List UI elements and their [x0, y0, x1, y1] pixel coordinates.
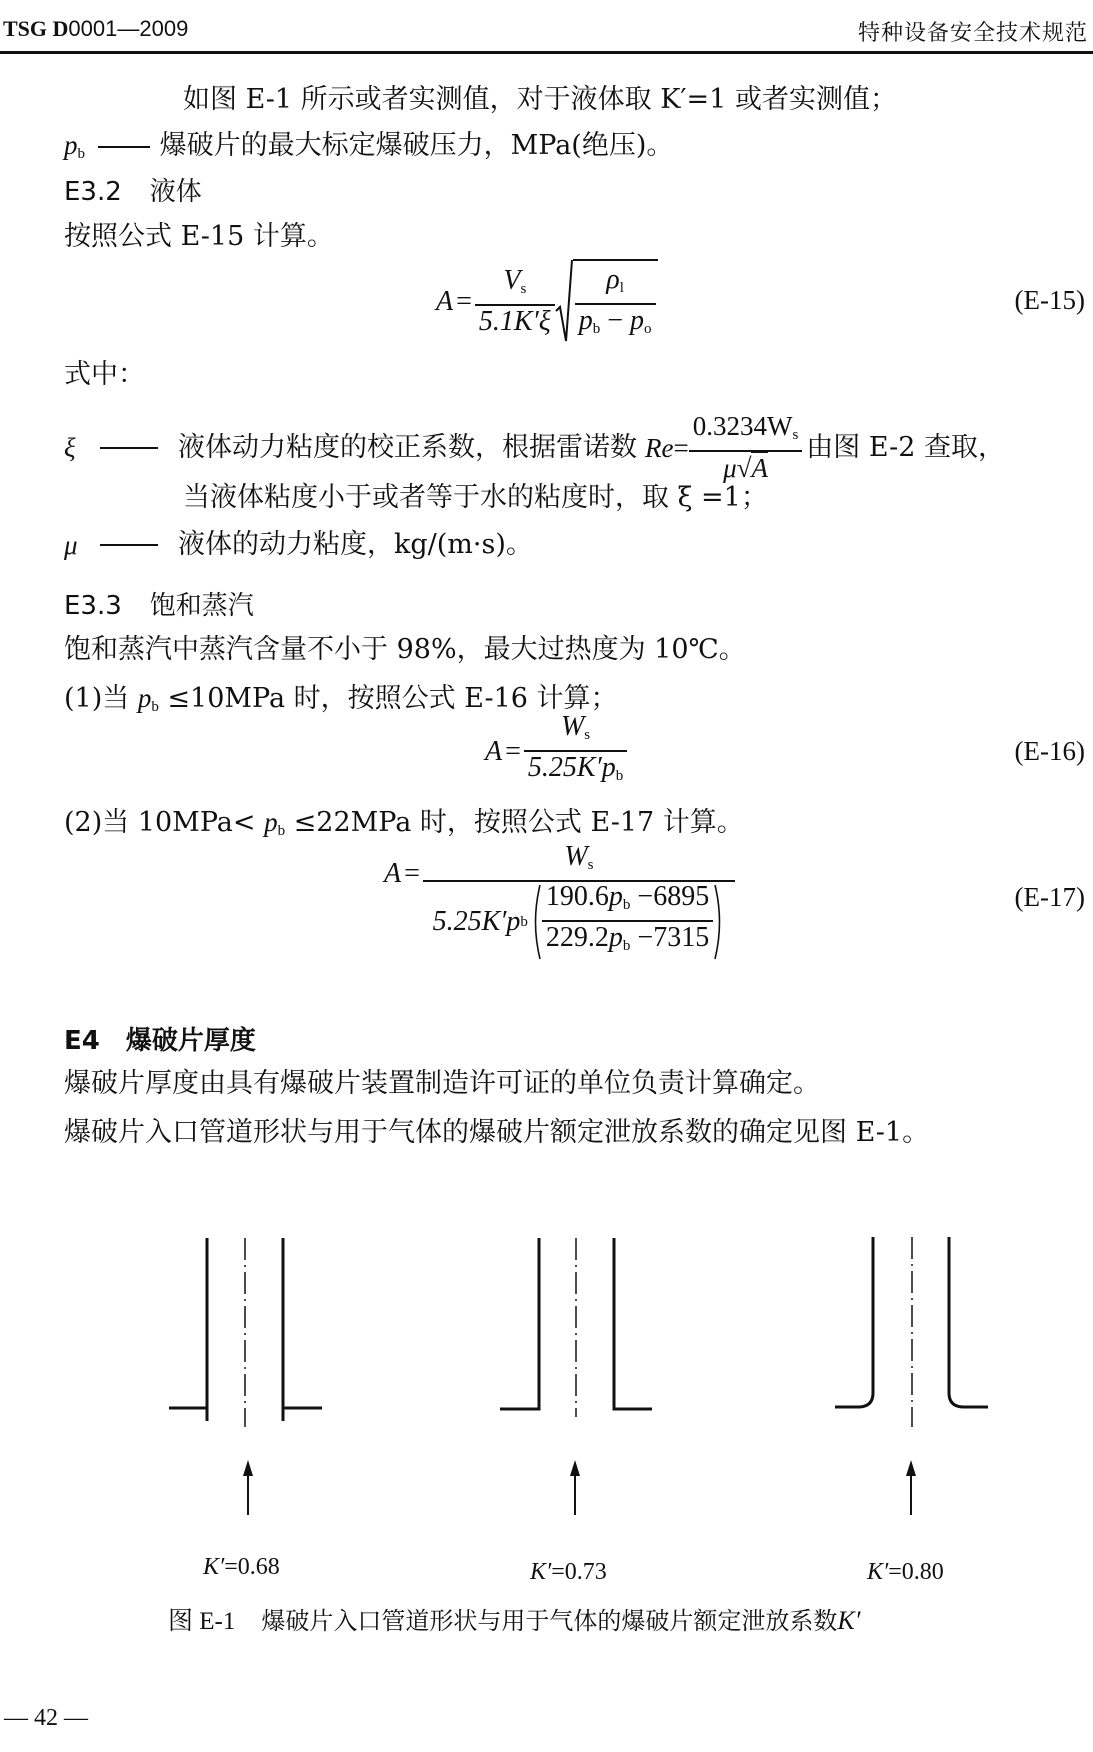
formula-e15: A = $\frac{V_s}{5.1K'\xi}$ $\frac{\rho_l}{p_b - p_o}$: [436, 260, 658, 344]
k-label-square: [530, 1559, 607, 1586]
formula-lhs: A: [485, 736, 503, 767]
const-b: −7315: [630, 922, 710, 953]
e4-paragraph-2: 爆破片入口管道形状与用于气体的爆破片额定泄放系数的确定见图 E-1。: [64, 1117, 930, 1148]
xi-definition-continuation: 当液体粘度小于或者等于水的粘度时，取 ξ =1；: [183, 482, 768, 513]
pb-sub: b: [622, 897, 631, 913]
pipe-diagram-rounded: [835, 1237, 988, 1427]
kprime-definition-continuation: 如图 E-1 所示或者实测值，对于液体取 K′=1 或者实测值；: [183, 84, 897, 115]
formula-e16: A = $\frac{W_s}{5.25K'p_b}$: [485, 720, 627, 784]
formula-lhs: A: [384, 858, 402, 889]
po-var: p: [630, 305, 644, 336]
ws-var: W: [560, 711, 585, 742]
steam-description: 饱和蒸汽中蒸汽含量不小于 98%，最大过热度为 10℃。: [64, 634, 746, 665]
case-suffix: ≤22MPa 时，按照公式 E-17 计算。: [285, 807, 744, 838]
section-number: E4: [64, 1026, 100, 1056]
pb-sub: b: [622, 938, 631, 954]
where-label: 式中：: [64, 359, 145, 390]
pb-sub: b: [615, 768, 624, 784]
pb-var: p: [578, 305, 593, 336]
k-value: =0.68: [224, 1554, 280, 1580]
reynolds-symbol: Re: [645, 432, 674, 463]
mu-symbol: μ: [64, 530, 78, 560]
fraction-den: 5.1K′ξ: [478, 306, 551, 337]
k-value: =0.80: [888, 1559, 944, 1585]
re-num-sub: s: [792, 427, 799, 443]
k-symbol: K′: [203, 1554, 225, 1580]
pb-var: p: [608, 881, 623, 912]
reynolds-fraction: $\frac{0.3234W_s}{\mu√A}$: [689, 411, 803, 484]
xi-symbol: ξ: [64, 432, 76, 463]
header-title: 特种设备安全技术规范: [857, 21, 1088, 46]
section-number: E3.2: [64, 177, 122, 207]
vs-sub: s: [520, 281, 527, 297]
coef-b: 229.2: [545, 922, 609, 953]
k-symbol: K′: [530, 1559, 552, 1585]
xi-definition-text: 液体动力粘度的校正系数，根据雷诺数: [178, 431, 637, 463]
figure-symbol: K′: [837, 1606, 861, 1635]
pb-var: p: [608, 922, 623, 953]
pb-sub: b: [277, 823, 286, 839]
arrow-heads: [243, 1460, 916, 1476]
rho-sub: l: [619, 280, 624, 296]
figure-title: 爆破片入口管道形状与用于气体的爆破片额定泄放系数: [261, 1607, 838, 1635]
e15-intro: 按照公式 E-15 计算。: [64, 221, 334, 252]
xi-definition: ξ 液体动力粘度的校正系数，根据雷诺数 Re = $\frac{0.3234W_s}{\mu√A}$ 由图 E-2 查取，: [64, 411, 1005, 483]
case-prefix: (2)当 10MPa<: [64, 807, 265, 838]
vs-var: V: [503, 265, 521, 296]
ws-sub: s: [587, 857, 594, 873]
page-number: — 42 —: [4, 1705, 88, 1731]
k-label-rounded: [867, 1559, 944, 1586]
pb-sub: b: [151, 699, 159, 715]
re-numerator: 0.3234W: [692, 411, 793, 441]
e17-denominator-prefix: 5.25K′p: [432, 906, 521, 937]
xi-definition-text-after: 由图 E-2 查取，: [806, 431, 1005, 463]
pipe-diagram-protruding: [169, 1238, 322, 1427]
figure-caption: [168, 1601, 860, 1637]
section-title: 液体: [149, 177, 202, 207]
area-var: A: [751, 453, 768, 483]
section-title: 爆破片厚度: [125, 1026, 256, 1056]
e4-paragraph-1: 爆破片厚度由具有爆破片装置制造许可证的单位负责计算确定。: [64, 1068, 820, 1099]
header-code-number: 0001—2009: [68, 16, 189, 41]
po-sub: o: [644, 321, 652, 337]
ws-sub: s: [584, 727, 591, 743]
const-a: −6895: [630, 881, 710, 912]
pb-var: p: [264, 807, 278, 837]
pb-var: p: [137, 683, 152, 713]
section-title: 饱和蒸汽: [149, 591, 254, 621]
ws-var: W: [564, 841, 588, 872]
coef-a: 190.6: [545, 881, 609, 912]
pb-definition-text: 爆破片的最大标定爆破压力，MPa(绝压)。: [159, 130, 674, 161]
flow-arrows: [248, 1474, 911, 1515]
k-symbol: K′: [867, 1559, 889, 1585]
rho-var: ρ: [606, 264, 620, 295]
e16-denominator: 5.25K′p: [527, 752, 616, 783]
mu-var: μ: [723, 453, 737, 483]
section-number: E3.3: [64, 591, 122, 621]
k-value: =0.73: [551, 1559, 607, 1585]
figure-number: 图 E-1: [168, 1608, 236, 1635]
formula-e17: A = $W_s$ 5.25K′p b $\frac{190.6p_b -6895}{229.2p_b -7315}$: [384, 842, 735, 960]
formula-lhs: A: [436, 286, 454, 317]
case-suffix: ≤10MPa 时，按照公式 E-16 计算；: [158, 683, 618, 714]
k-label-protruding: [203, 1554, 280, 1581]
pipe-diagram-square-flush: [500, 1238, 652, 1417]
mu-definition-text: 液体的动力粘度，kg/(m·s)。: [178, 529, 533, 560]
case-prefix: (1)当: [64, 683, 138, 714]
pb-symbol: p: [64, 130, 78, 160]
equation-number-e17: (E-17): [1014, 882, 1085, 912]
minus-op: −: [600, 305, 630, 336]
equation-number-e15: (E-15): [1014, 285, 1085, 315]
pb-subscript: b: [77, 146, 85, 162]
pb-sub: b: [592, 321, 601, 337]
equation-number-e16: (E-16): [1014, 736, 1085, 766]
header-code-prefix: TSG D: [3, 16, 69, 41]
pb-sub: b: [520, 913, 528, 930]
